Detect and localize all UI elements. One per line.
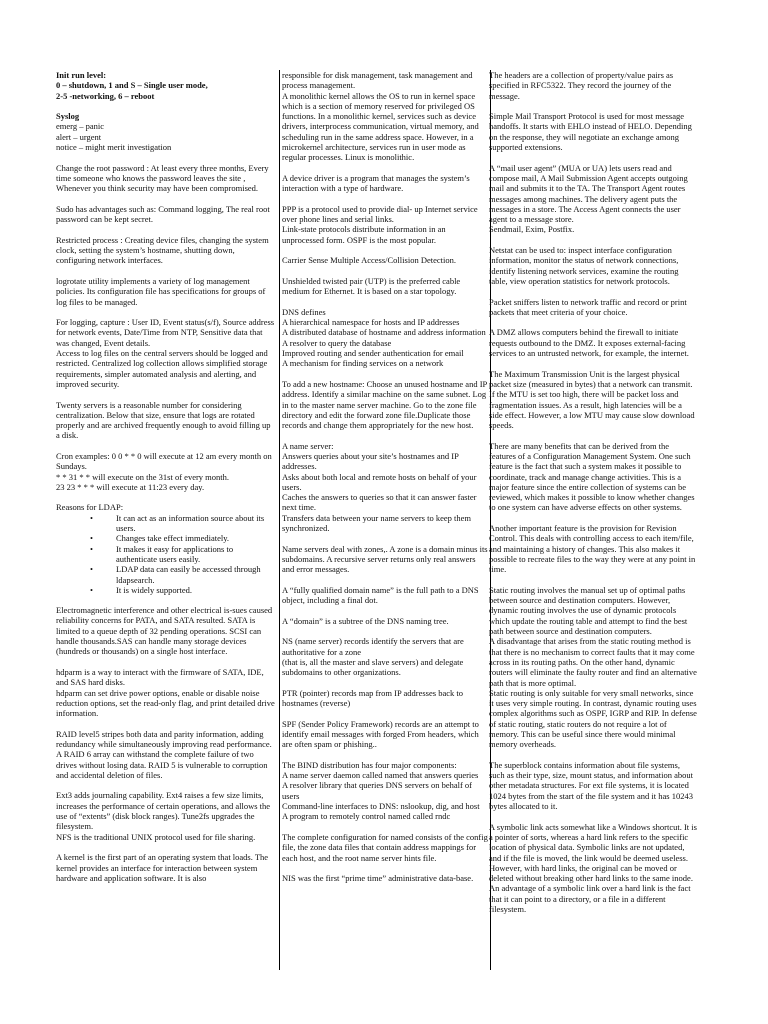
column-left <box>56 70 276 893</box>
para-nis: NIS was the first “prime time” administrative data-base. <box>282 873 474 884</box>
para-cms: There are many benefits that can be derived from the features of a Configuration Management System. One such feature is the fact that such a system makes it possible to coordinate, track and manage change activities. This is a major feature since the entire collection of systems can be reviewed, which makes it possible to know whether changes to one system can have adverse effects on other systems. <box>489 440 695 513</box>
para-csma: Carrier Sense Multiple Access/Collision Detection. <box>282 255 456 266</box>
list-item: • It can act as an information source about its users. <box>116 513 276 534</box>
para-device-driver: A device driver is a program that manages the system’s interaction with a type of hardware. <box>282 172 470 194</box>
syslog-levels: emerg – panic alert – urgent notice – might merit investigation <box>56 121 172 153</box>
para-logging: For logging, capture : User ID, Event status(s/f), Source address for network events, Date/Time from NTP, Sensitive data that was changed, Event details. Access to log files on the central servers should be logged and restricted. Centralized log collection allows simplified storage requirements, simpler automated analysis and alerting, and improved security. <box>56 317 275 389</box>
list-item: • It is widely supported. <box>116 585 276 595</box>
para-raid: RAID level5 stripes both data and parity information, adding redundancy while simultaneously improving read performance. A RAID 6 array can withstand the complete failure of two drives without losing data. RAID 5 is vulnerable to corruption and accidental deletion of files. <box>56 728 272 780</box>
para-utp: Unshielded twisted pair (UTP) is the preferred cable medium for Ethernet. It is based on a star topology. <box>282 275 461 297</box>
para-emi: Electromagnetic interference and other electrical is-sues caused reliability concerns for PATA, and SATA resulted. SATA is limited to a queue depth of 32 pending operations. SCSI can handle thousands.SAS can handle many storage devices (hundreds or thousands) on a single host interface. <box>56 605 273 657</box>
syslog-heading: Syslog <box>56 111 80 122</box>
para-bind: The BIND distribution has four major components: A name server daemon called named that answers queries A resolver library that queries DNS servers on behalf of users Command-line interfaces to DNS: nslookup, dig, and host A program to remotely control named called rndc <box>282 759 480 822</box>
para-root-password: Change the root password : At least every three months, Every time someone who knows the password leaves the site , Whenever you think security may have been compromised. <box>56 162 269 194</box>
column-middle <box>279 70 491 970</box>
ldap-heading: Reasons for LDAP: <box>56 502 124 513</box>
init-heading: Init run level: <box>56 70 107 80</box>
para-ppp: PPP is a protocol used to provide dial- up Internet service over phone lines and serial links. Link-state protocols distribute information in an unprocessed form. OSPF is the most popular. <box>282 203 478 245</box>
para-ext3: Ext3 adds journaling capability. Ext4 raises a few size limits, increases the performance of certain operations, and allows the use of “extents” (disk block ranges). Tune2fs upgrades the filesystem. NFS is the traditional UNIX protocol used for file sharing. <box>56 790 271 842</box>
para-twenty-servers: Twenty servers is a reasonable number for considering centralization. Below that size, ensure that logs are rotated properly and are archived frequently enough to avoid filling up a disk. <box>56 399 271 441</box>
column-right <box>489 70 697 925</box>
para-sniffers: Packet sniffers listen to network traffic and record or print packets that meet criteria of your choice. <box>489 296 687 317</box>
list-item: • LDAP data can easily be accessed through ldapsearch. <box>116 564 276 585</box>
para-logrotate: logrotate utility implements a variety of log management policies. Its configuration file has specifications for groups of log files to be managed. <box>56 275 266 307</box>
para-cron: Cron examples: 0 0 * * 0 will execute at 12 am every month on Sundays. * * 31 * * will execute on the 31st of every month. 23 23 * * * will execute at 11:23 every day. <box>56 450 272 492</box>
list-item: • Changes take effect immediately. <box>116 533 276 543</box>
para-new-hostname: To add a new hostname: Choose an unused hostname and IP address. Identify a similar machine on the same subnet. Log in to the master name server machine. Go to the zone file directory and edit the forward zone file.Duplicate those records and change them appropriately for the new host. <box>282 378 487 431</box>
para-ptr-records: PTR (pointer) records map from IP addresses back to hostnames (reverse) <box>282 687 463 709</box>
para-symlink: A symbolic link acts somewhat like a Windows shortcut. It is a pointer of sorts, whereas a hard link refers to the specific location of physical data. Symbolic links are not updated, and if the file is moved, the link would be deemed useless. However, with hard links, the original can be moved or deleted without breaking other hard links to the same inode. An advantage of a symbolic link over a hard link is the fact that it can point to a directory, or a file in a different filesystem. <box>489 821 697 915</box>
para-zones: Name servers deal with zones,. A zone is a domain minus its subdomains. A recursive server returns only real answers and error messages. <box>282 543 488 575</box>
para-named-config: The complete configuration for named consists of the config file, the zone data files that contain address mappings for each host, and the root name server hints file. <box>282 831 488 863</box>
para-static-routing: Static routing involves the manual set up of optimal paths between source and destination computers. However, dynamic routing involves the use of dynamic protocols which update the routing table and attempt to find the best path between source and destination computers. A disadvantage that arises from the static routing method is that there is no mechanism to correct faults that it may come across in its routing paths. On the other hand, dynamic routers will eliminate the faulty router and find an alternative path that is more optimal. Static routing is only suitable for very small networks, since it uses very simple routing. In contrast, dynamic routing uses complex algorithms such as OSPF, IGRP and RIP. In defense of static routing, static routers do not require a lot of memory. This can be useful since there would minimal memory overheads. <box>489 584 697 750</box>
para-name-server: A name server: Answers queries about your site’s hostnames and IP addresses. Asks about both local and remote hosts on behalf of your users. Caches the answers to queries so that it can answer faster next time. Transfers data between your name servers to keep them synchronized. <box>282 440 477 534</box>
ldap-list <box>56 513 276 595</box>
para-kernel-cont: responsible for disk management, task management and process management. A monolithic kernel allows the OS to run in kernel space which is a section of memory reserved for privileged OS functions. In a monolithic kernel, services such as device drivers, interprocess communication, virtual memory, and scheduling run in the same address space. However, in a microkernel architecture, services run in user mode as regular processes. Linux is monolithic. <box>282 70 479 163</box>
init-line-2: 2-5 -networking, 6 – reboot <box>56 90 155 101</box>
para-superblock: The superblock contains information about file systems, such as their type, size, mount status, and information about other metadata structures. For ext file systems, it is located 1024 bytes from the start of the file system and it has 10243 bytes allocated to it. <box>489 759 693 812</box>
para-revision-control: Another important feature is the provision for Revision Control. This deals with controlling access to each item/file, and maintaining a history of changes. This also makes it possible to recreate files to the way they were at any point in time. <box>489 523 696 575</box>
para-mtu: The Maximum Transmission Unit is the largest physical packet size (measured in bytes) that a network can transmit. If the MTU is set too high, there will be packet loss and fragmentation issues. As a result, high latencies will be a side effect. However, a low MTU may cause slow download speeds. <box>489 368 695 431</box>
para-dmz: A DMZ allows computers behind the firewall to initiate requests outbound to the DMZ. It exposes external-facing services to an untrusted network, for example, the internet. <box>489 327 689 359</box>
para-hdparm: hdparm is a way to interact with the firmware of SATA, IDE, and SAS hard disks. hdparm can set drive power options, enable or disable noise reduction options, set the read-only flag, and print detailed drive information. <box>56 666 275 719</box>
para-headers: The headers are a collection of property/value pairs as specified in RFC5322. They record the journey of the message. <box>489 70 674 101</box>
para-fqdn: A “fully qualified domain name” is the full path to a DNS object, including a final dot. <box>282 584 479 606</box>
para-ns-records: NS (name server) records identify the servers that are authoritative for a zone (that is, all the master and slave servers) and delegate subdomains to other organizations. <box>282 636 464 678</box>
para-restricted: Restricted process : Creating device files, changing the system clock, setting the system’s hostname, shutting down, configuring network interfaces. <box>56 234 269 266</box>
para-dns: DNS defines A hierarchical namespace for hosts and IP addresses A distributed database of hostname and address information A resolver to query the database Improved routing and sender authentication for email A mechanism for finding services on a network <box>282 306 486 369</box>
para-mua: A “mail user agent” (MUA or UA) lets users read and compose mail, A Mail Submission Agent accepts outgoing mail and submits it to the TA. The Transport Agent routes messages among machines. The delivery agent puts the messages in a store. The Access Agent connects the user agent to a message store. Sendmail, Exim, Postfix. <box>489 162 688 235</box>
list-item: • It makes it easy for applications to authenticate users easily. <box>116 544 276 565</box>
init-line-1: 0 – shutdown, 1 and S – Single user mode, <box>56 80 208 91</box>
para-domain: A “domain” is a subtree of the DNS naming tree. <box>282 615 449 626</box>
para-sudo: Sudo has advantages such as: Command logging, The real root password can be kept secret. <box>56 203 270 225</box>
para-spf: SPF (Sender Policy Framework) records are an attempt to identify email messages with forged From headers, which are often spam or phishing.. <box>282 718 479 750</box>
para-netstat: Netstat can be used to: inspect interface configuration information, monitor the status of network connections, identify listening network services, examine the routing table, view operation statistics for network protocols. <box>489 245 679 286</box>
para-kernel: A kernel is the first part of an operating system that loads. The kernel provides an interface for interaction between system hardware and application software. It is also <box>56 852 269 883</box>
para-smtp: Simple Mail Transport Protocol is used for most message handoffs. It starts with EHLO instead of HELO. Depending on the response, they will negotiate an exchange among supported extensions. <box>489 111 692 153</box>
